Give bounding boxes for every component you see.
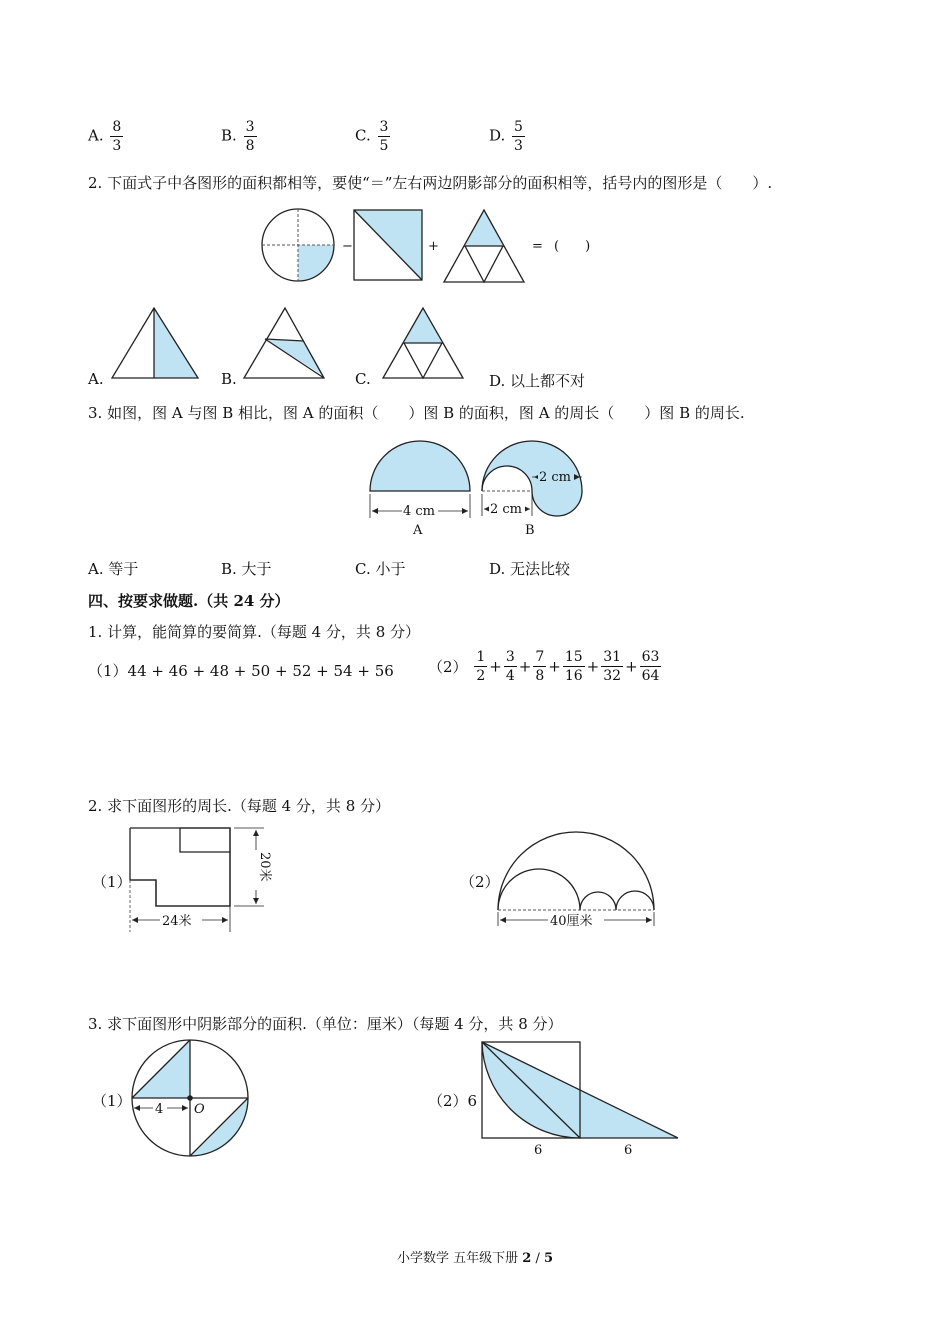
option-label: B. bbox=[221, 126, 237, 145]
p2-figure-2-label: （2） bbox=[460, 873, 500, 891]
expression-body: 44 + 46 + 48 + 50 + 52 + 54 + 56 bbox=[127, 662, 394, 680]
p2-figure-1 bbox=[124, 824, 274, 936]
figure-b bbox=[482, 441, 582, 538]
q1-option-c bbox=[355, 120, 392, 153]
q2-option-d: D. 以上都不对 bbox=[489, 372, 586, 390]
q2-equation-figure bbox=[262, 208, 612, 286]
q2-option-a: A. bbox=[88, 370, 104, 388]
numerator: 1 bbox=[476, 649, 486, 665]
numerator: 31 bbox=[603, 649, 622, 665]
section-title-post: 分） bbox=[254, 592, 290, 610]
bottom-label-2: 6 bbox=[624, 1143, 633, 1158]
figure-label: （2） bbox=[428, 1092, 468, 1110]
minus-sign: − bbox=[342, 239, 353, 254]
denominator: 8 bbox=[245, 138, 255, 154]
denominator: 4 bbox=[505, 668, 515, 684]
fraction bbox=[474, 650, 487, 683]
p3-figure-2-label bbox=[428, 1090, 477, 1111]
denominator: 2 bbox=[476, 668, 486, 684]
fraction bbox=[601, 650, 623, 683]
figure-b-label: B bbox=[525, 523, 535, 538]
section-title-num: 24 bbox=[233, 592, 255, 610]
q3-figures bbox=[366, 436, 596, 542]
p2-figure-1-label: （1） bbox=[92, 873, 132, 891]
fraction bbox=[533, 650, 546, 683]
denominator: 3 bbox=[112, 138, 122, 154]
denominator: 5 bbox=[379, 138, 389, 154]
option-label: A. bbox=[88, 126, 104, 145]
p3-figure-1 bbox=[126, 1038, 254, 1162]
figure-a bbox=[370, 441, 470, 538]
equals-sign: = bbox=[532, 239, 543, 254]
footer-text: 小学数学 五年级下册 bbox=[396, 1251, 519, 1266]
p2-figure-2 bbox=[494, 826, 662, 936]
fraction bbox=[640, 650, 662, 683]
p3-question: 3. 求下面图形中阴影部分的面积.（单位：厘米）（每题 4 分，共 8 分） bbox=[88, 1015, 563, 1033]
fraction bbox=[512, 120, 525, 153]
q2-triangle-figure bbox=[444, 210, 524, 282]
fraction bbox=[378, 120, 391, 153]
figure-b-dimension-bottom: 2 cm bbox=[490, 502, 523, 517]
answer-paren: ( ) bbox=[554, 239, 591, 254]
fraction bbox=[563, 650, 585, 683]
numerator: 7 bbox=[535, 649, 545, 665]
q3-question: 3. 如图，图 A 与图 B 相比，图 A 的面积（ ）图 B 的面积，图 A 的周长（ ）图 B 的周长. bbox=[88, 404, 745, 422]
p1-expression-2 bbox=[428, 650, 663, 683]
q3-option-c: C. 小于 bbox=[355, 560, 406, 578]
total-pages: 5 bbox=[543, 1251, 554, 1266]
width-dimension: 40厘米 bbox=[550, 914, 593, 929]
denominator: 64 bbox=[641, 668, 660, 684]
denominator: 32 bbox=[603, 668, 622, 684]
figure-b-dimension-top: 2 cm bbox=[539, 470, 572, 485]
q2-square-figure bbox=[354, 210, 422, 280]
numerator: 8 bbox=[112, 119, 122, 135]
numerator: 5 bbox=[514, 119, 523, 135]
denominator: 8 bbox=[535, 668, 545, 684]
plus-sign: + bbox=[489, 657, 502, 676]
side-label: 6 bbox=[467, 1092, 478, 1110]
plus-sign: + bbox=[548, 657, 561, 676]
q2-circle-figure bbox=[262, 209, 334, 281]
numerator: 3 bbox=[379, 119, 389, 135]
q1-option-d bbox=[489, 120, 527, 153]
plus-sign: + bbox=[586, 657, 600, 676]
bottom-label-1: 6 bbox=[534, 1143, 543, 1158]
q2-question: 2. 下面式子中各图形的面积都相等，要使“＝”左右两边阴影部分的面积相等，括号内的图形是（ ）. bbox=[88, 174, 773, 192]
numerator: 15 bbox=[564, 649, 583, 665]
expression-label: （1） bbox=[88, 662, 128, 680]
section-title-pre: 四、按要求做题.（共 bbox=[88, 592, 234, 610]
numerator: 63 bbox=[641, 649, 660, 665]
q2-option-b: B. bbox=[221, 370, 237, 388]
center-label: O bbox=[194, 1102, 205, 1117]
p3-figure-1-label: （1） bbox=[92, 1092, 132, 1110]
denominator: 3 bbox=[514, 138, 523, 154]
figure-a-label: A bbox=[413, 523, 423, 538]
figure-a-dimension: 4 cm bbox=[403, 504, 436, 519]
q1-option-a bbox=[88, 120, 125, 153]
q3-option-a: A. 等于 bbox=[88, 560, 139, 578]
plus-sign: + bbox=[518, 657, 532, 676]
radius-label: 4 bbox=[155, 1102, 164, 1117]
numerator: 3 bbox=[245, 119, 255, 135]
option-label: C. bbox=[355, 126, 371, 145]
p3-figure-2 bbox=[480, 1040, 684, 1160]
fraction bbox=[504, 650, 517, 683]
q2-option-c: C. bbox=[355, 370, 371, 388]
section-4-title bbox=[88, 590, 290, 611]
plus-sign: + bbox=[625, 657, 638, 676]
option-c-figure bbox=[383, 308, 463, 378]
page-footer bbox=[0, 1247, 950, 1266]
page-number: 2 bbox=[522, 1251, 532, 1266]
plus-sign: + bbox=[428, 239, 439, 254]
p2-question: 2. 求下面图形的周长.（每题 4 分，共 8 分） bbox=[88, 797, 391, 815]
page-separator: / bbox=[535, 1251, 540, 1266]
option-a-figure bbox=[112, 308, 198, 378]
q3-option-b: B. 大于 bbox=[221, 560, 272, 578]
p1-expression-1 bbox=[88, 660, 394, 681]
denominator: 16 bbox=[564, 668, 583, 684]
fraction bbox=[110, 120, 123, 153]
fraction bbox=[244, 120, 257, 153]
q2-options-figures bbox=[110, 306, 470, 380]
q1-option-b bbox=[221, 120, 259, 153]
q3-option-d: D. 无法比较 bbox=[489, 560, 571, 578]
expression-label: （2） bbox=[428, 658, 468, 676]
option-b-figure bbox=[244, 308, 324, 378]
width-dimension: 24米 bbox=[162, 914, 192, 929]
height-dimension: 20米 bbox=[257, 852, 272, 882]
numerator: 3 bbox=[505, 649, 515, 665]
p1-question: 1. 计算，能简算的要简算.（每题 4 分，共 8 分） bbox=[88, 623, 421, 641]
option-label: D. bbox=[489, 126, 506, 145]
